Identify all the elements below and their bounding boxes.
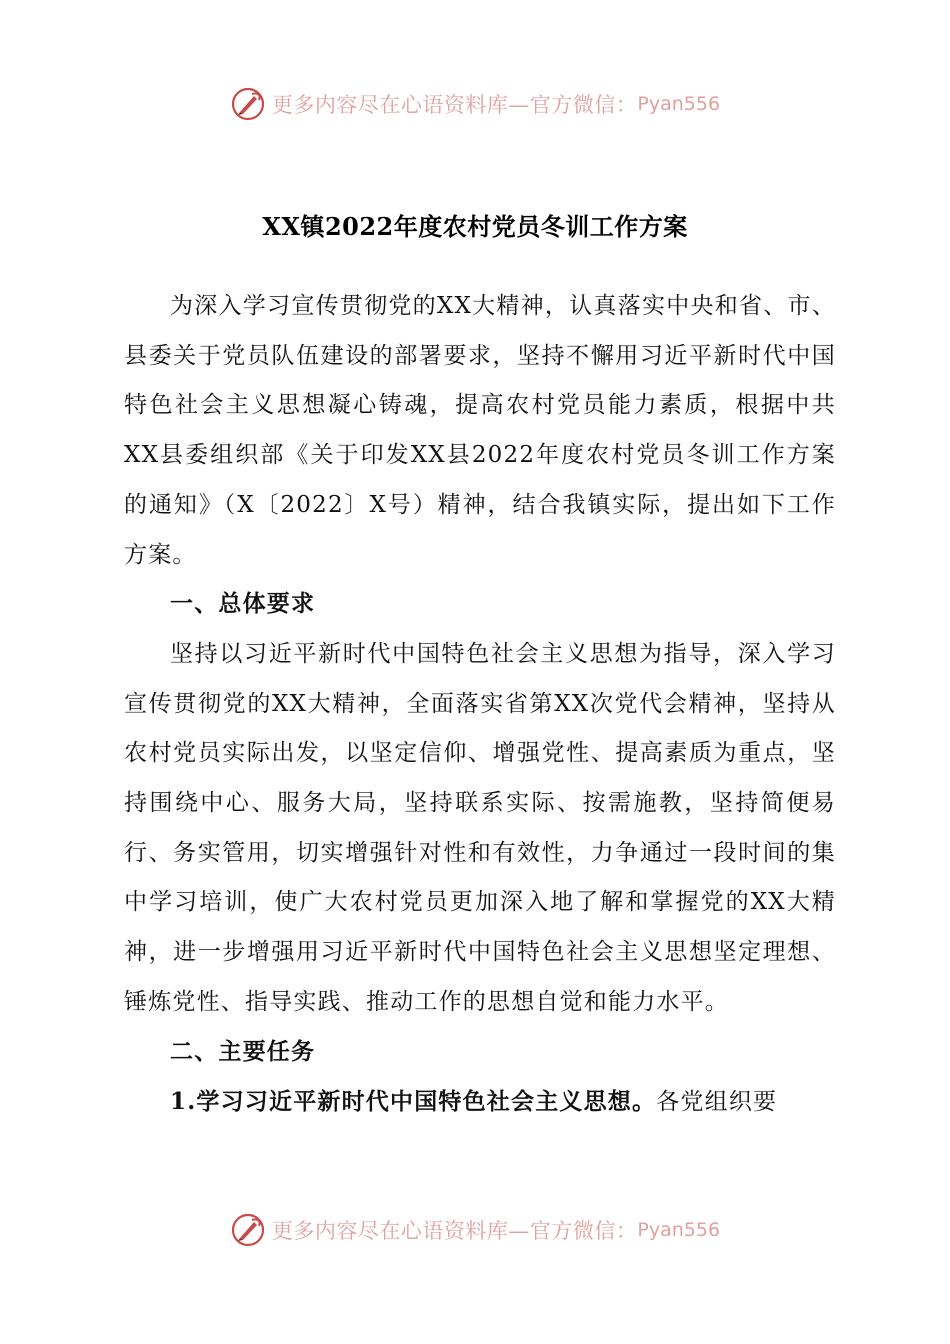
watermark-banner-top xyxy=(0,82,950,126)
quill-logo-icon xyxy=(230,1212,266,1248)
task-item-1 xyxy=(124,1077,836,1128)
section-heading-general-requirements: 一、总体要求 xyxy=(170,591,316,618)
watermark-text: 更多内容尽在心语资料库—官方微信： xyxy=(271,1219,638,1243)
section-paragraph-general-requirements: 坚持以习近平新时代中国特色社会主义思想为指导，深入学习宣传贯彻党的XX大精神，全面落实省第XX次党代会精神，坚持从农村党员实际出发，以坚定信仰、增强党性、提高素质为重点，坚持围绕中心、服务大局，坚持联系实际、按需施教，坚持简便易行、务实管用，切实增强针对性和有效性，力争通过一段时间的集中学习培训，使广大农村党员更加深入地了解和掌握党的XX大精神，进一步增强用习近平新时代中国特色社会主义思想坚定理想、锤炼党性、指导实践、推动工作的思想自觉和能力水平。 xyxy=(124,640,836,1015)
document-title: XX镇2022年度农村党员冬训工作方案 xyxy=(262,212,688,241)
watermark-text: 更多内容尽在心语资料库—官方微信： xyxy=(271,93,638,117)
task-item-1-title: 1.学习习近平新时代中国特色社会主义思想。 xyxy=(170,1088,657,1116)
task-item-1-text: 各党组织要 xyxy=(656,1089,778,1116)
section-heading-main-tasks: 二、主要任务 xyxy=(170,1038,316,1065)
watermark-wechat-id: Pyan556 xyxy=(637,1219,721,1241)
intro-paragraph: 为深入学习宣传贯彻党的XX大精神，认真落实中央和省、市、县委关于党员队伍建设的部署要求，坚持不懈用习近平新时代中国特色社会主义思想凝心铸魂，提高农村党员能力素质，根据中共XX县委组织部《关于印发XX县2022年度农村党员冬训工作方案的通知》（X〔2022〕X号）精神，结合我镇实际，提出如下工作方案。 xyxy=(124,293,836,568)
watermark-banner-bottom xyxy=(0,1208,950,1252)
document-body xyxy=(124,282,836,1128)
watermark-wechat-id: Pyan556 xyxy=(637,93,721,115)
quill-logo-icon xyxy=(230,86,266,122)
